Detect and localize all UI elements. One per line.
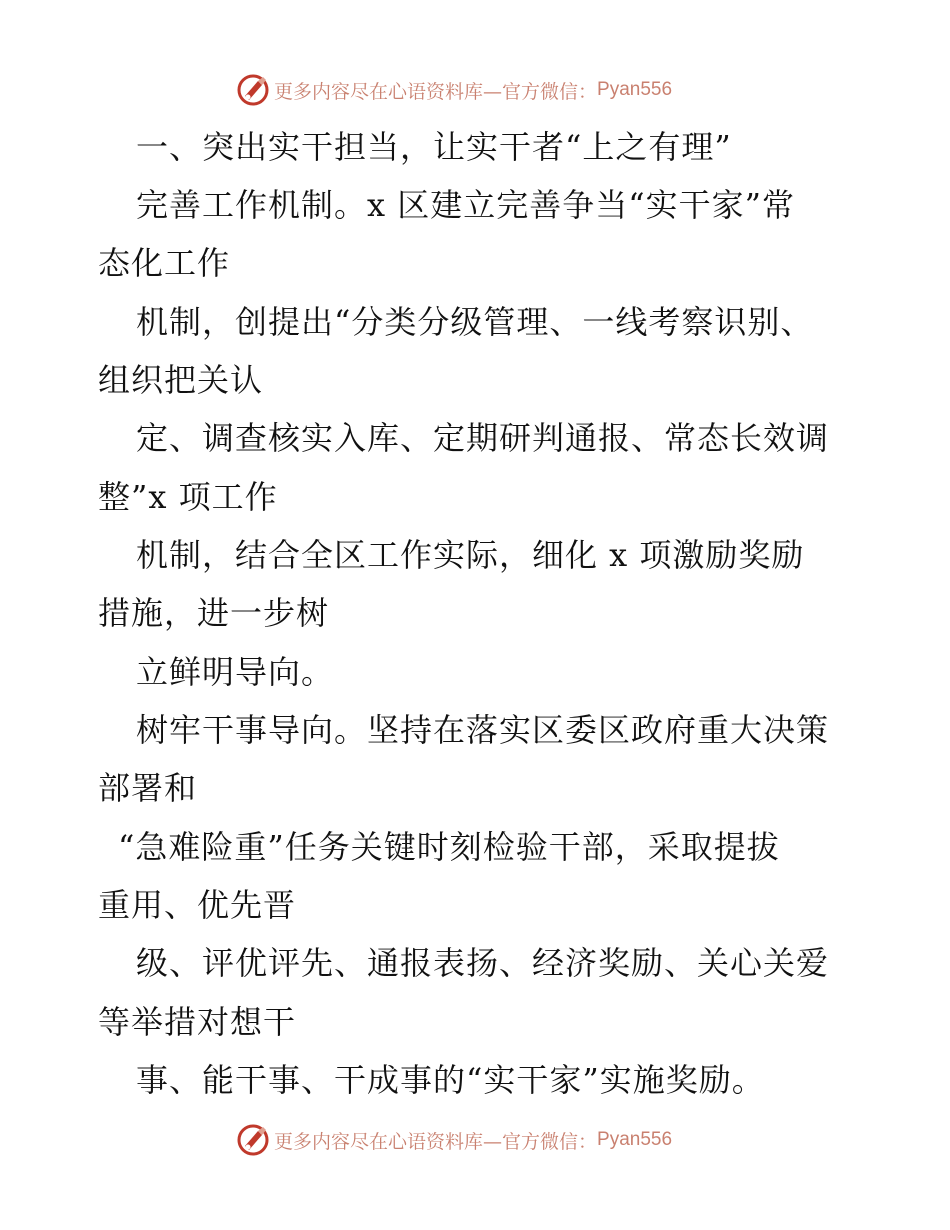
header-banner-text: 更多内容尽在心语资料库—官方微信：: [274, 80, 598, 103]
text-line: 定、调查核实入库、定期研判通报、常态长效调: [136, 419, 830, 457]
text-line: 组织把关认: [98, 361, 264, 399]
text-line: 级、评优评先、通报表扬、经济奖励、关心关爱: [136, 944, 830, 982]
footer-wechat-id: Pyan556: [597, 1129, 673, 1150]
text-line: 态化工作: [98, 244, 231, 282]
text-line: 措施，进一步树: [98, 594, 330, 632]
footer-banner: [236, 1122, 672, 1158]
text-line: 树牢干事导向。坚持在落实区委区政府重大决策: [136, 711, 830, 749]
text-line: 重用、优先晋: [98, 886, 297, 924]
text-line: 等举措对想干: [98, 1003, 297, 1041]
text-line: 机制，结合全区工作实际，细化 x 项激励奖励: [136, 536, 805, 574]
brand-logo-icon: [236, 73, 270, 107]
header-banner: [236, 72, 672, 108]
text-line: “急难险重”任务关键时刻检验干部，采取提拔: [118, 828, 780, 866]
text-line: 完善工作机制。x 区建立完善争当“实干家”常: [136, 186, 795, 224]
text-line: 立鲜明导向。: [136, 653, 335, 691]
brand-logo-icon: [236, 1123, 270, 1157]
text-line: 机制，创提出“分类分级管理、一线考察识别、: [136, 303, 814, 341]
text-line: 一、突出实干担当，让实干者“上之有理”: [136, 128, 732, 166]
text-line: 整”x 项工作: [98, 478, 278, 516]
footer-banner-text: 更多内容尽在心语资料库—官方微信：: [274, 1130, 598, 1153]
text-line: 部署和: [98, 769, 198, 807]
text-line: 事、能干事、干成事的“实干家”实施奖励。: [136, 1061, 765, 1099]
header-wechat-id: Pyan556: [597, 79, 673, 100]
